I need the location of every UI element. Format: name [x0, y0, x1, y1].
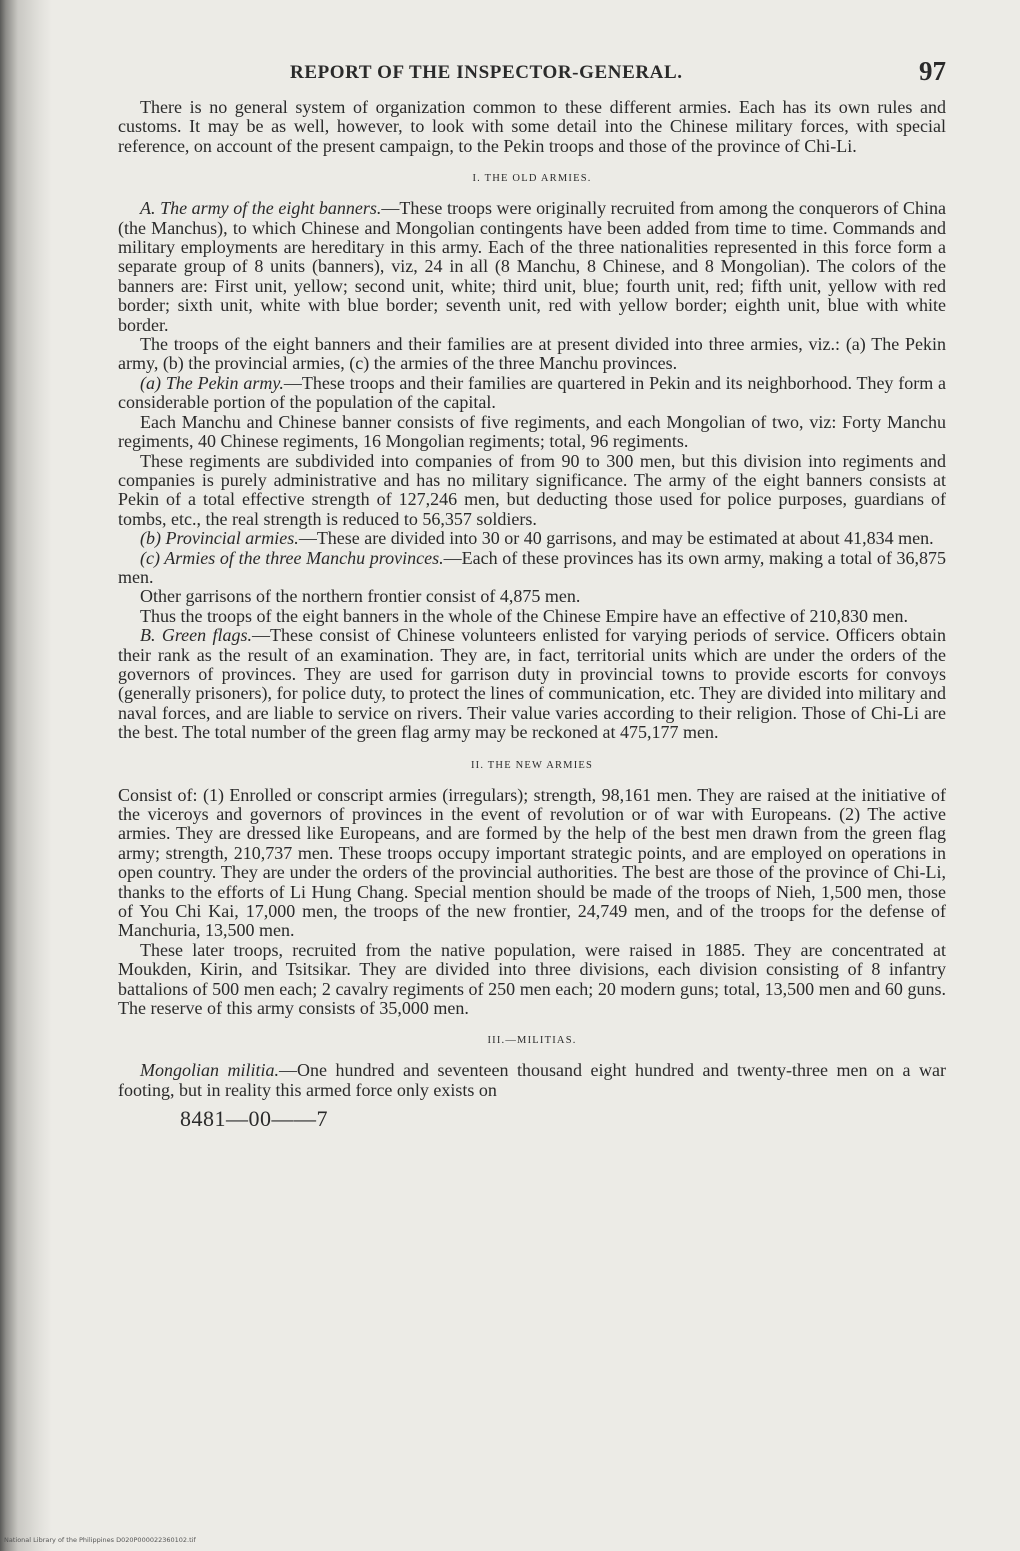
scan-footer-credit: National Library of the Philippines D020P000022360102.tif	[4, 1536, 196, 1544]
paragraph-body: —These are divided into 30 or 40 garrisons, and may be estimated at about 41,834 men.	[298, 528, 934, 549]
paragraph-frontier-garrisons: Other garrisons of the northern frontier consist of 4,875 men.	[140, 586, 581, 607]
running-head-title: REPORT OF THE INSPECTOR-GENERAL.	[290, 62, 683, 83]
paragraph-total-effective: Thus the troops of the eight banners in the whole of the Chinese Empire have an effective of 210,830 men.	[140, 605, 908, 626]
paragraph-later-troops: These later troops, recruited from the native population, were raised in 1885. They are concentrated at Moukden, Kirin, and Tsitsikar. They are divided into three divisions, each division consisting of 8 infantry battalions of 500 men each; 2 cavalry regiments of 250 men each; 20 modern guns; total, 13,500 men and 60 guns. The reserve of this army consists of 35,000 men.	[118, 939, 946, 1019]
paragraph-body: —One hundred and seventeen thousand eight hundred and twenty-three men on a war footing, but in reality this armed force only exists on	[118, 1060, 946, 1100]
paragraph-pekin-army	[118, 374, 946, 413]
run-in-heading: (c) Armies of the three Manchu provinces.	[140, 547, 444, 568]
paragraph-body: —These troops were originally recruited from among the conquerors of China (the Manchus), to which Chinese and Mongolian contingents have been added from time to time. Commands and military employments are hereditary in this army. Each of the three nationalities represented in this force form a separate group of 8 units (banners), viz, 24 in all (8 Manchu, 8 Chinese, and 8 Mongolian). The colors of the banners are: First unit, yellow; second unit, white; third unit, blue; fourth unit, red; fifth unit, yellow with red border; sixth unit, white with blue border; seventh unit, red with yellow border; eighth unit, blue with white border.	[118, 198, 946, 335]
paragraph-body: —Each of these provinces has its own army, making a total of 36,875 men.	[118, 547, 946, 587]
paragraph-body: —These consist of Chinese volunteers enlisted for varying periods of service. Officers obtain their rank as the result of an examination. They are, in fact, territorial units which are under the orders of the governors of provinces. They are used for garrison duty in provincial towns to provide escorts for convoys (generally prisoners), for police duty, to protect the lines of communication, etc. They are divided into military and naval forces, and are liable to service on rivers. Their value varies according to their religion. Those of Chi-Li are the best. The total number of the green flag army may be reckoned at 475,177 men.	[118, 625, 946, 743]
paragraph-companies: These regiments are subdivided into companies of from 90 to 300 men, but this division into regiments and companies is purely administrative and has no military significance. The army of the eight banners consists at Pekin of a total effective strength of 127,246 men, but deducting those used for police purposes, guardians of tombs, etc., the real strength is reduced to 56,357 soldiers.	[118, 450, 946, 529]
document-page	[118, 58, 946, 1132]
paragraph-three-armies: The troops of the eight banners and their families are at present divided into three armies, viz.: (a) The Pekin army, (b) the provincial armies, (c) the armies of the three Manchu provinces.	[118, 334, 946, 374]
book-spine-shadow	[0, 0, 52, 1551]
paragraph-manchu-provinces	[118, 549, 946, 588]
run-in-heading: (a) The Pekin army.	[140, 372, 284, 393]
paragraph-provincial-armies	[118, 529, 946, 548]
paragraph-eight-banners	[118, 199, 946, 335]
run-in-heading: B. Green flags.	[140, 625, 252, 646]
run-in-heading: (b) Provincial armies.	[140, 528, 299, 549]
paragraph-regiments: Each Manchu and Chinese banner consists of five regiments, and each Mongolian of two, viz: Forty Manchu regiments, 40 Chinese regiments, 16 Mongolian regiments; total, 96 regiments.	[118, 411, 946, 452]
page-number: 97	[919, 56, 946, 86]
section-heading-old-armies: I. THE OLD ARMIES.	[472, 173, 592, 185]
paragraph-new-armies: Consist of: (1) Enrolled or conscript armies (irregulars); strength, 98,161 men. They are raised at the initiative of the viceroys and governors of provinces in the event of revolution or of war with Europeans. (2) The active armies. They are dressed like Europeans, and are formed by the help of the best men drawn from the green flag army; strength, 210,737 men. These troops occupy important strategic points, and are employed on operations in open country. They are under the orders of the provincial authorities. The best are those of the province of Chi-Li, thanks to the efforts of Li Hung Chang. Special mention should be made of the troops of Nieh, 1,500 men, those of You Chi Kai, 17,000 men, the troops of the new frontier, 24,749 men, and of the troops for the defense of Manchuria, 13,500 men.	[118, 784, 946, 941]
paragraph-body: —These troops and their families are quartered in Pekin and its neighborhood. They form a considerable portion of the population of the capital.	[118, 372, 946, 413]
running-head	[118, 58, 946, 98]
run-in-heading: A. The army of the eight banners.	[140, 198, 382, 219]
paragraph-green-flags	[118, 626, 946, 742]
run-in-heading: Mongolian militia.	[140, 1060, 280, 1081]
section-heading-new-armies: II. THE NEW ARMIES	[470, 759, 594, 771]
printer-signature-mark: 8481—00——7	[180, 1106, 328, 1132]
intro-paragraph: There is no general system of organization common to these different armies. Each has its own rules and customs. It may be as well, however, to look with some detail into the Chinese military forces, with special reference, on account of the present campaign, to the Pekin troops and those of the province of Chi-Li.	[118, 97, 946, 156]
paragraph-mongolian-militia	[118, 1061, 946, 1100]
section-heading-militias: III.—MILITIAS.	[487, 1035, 577, 1047]
